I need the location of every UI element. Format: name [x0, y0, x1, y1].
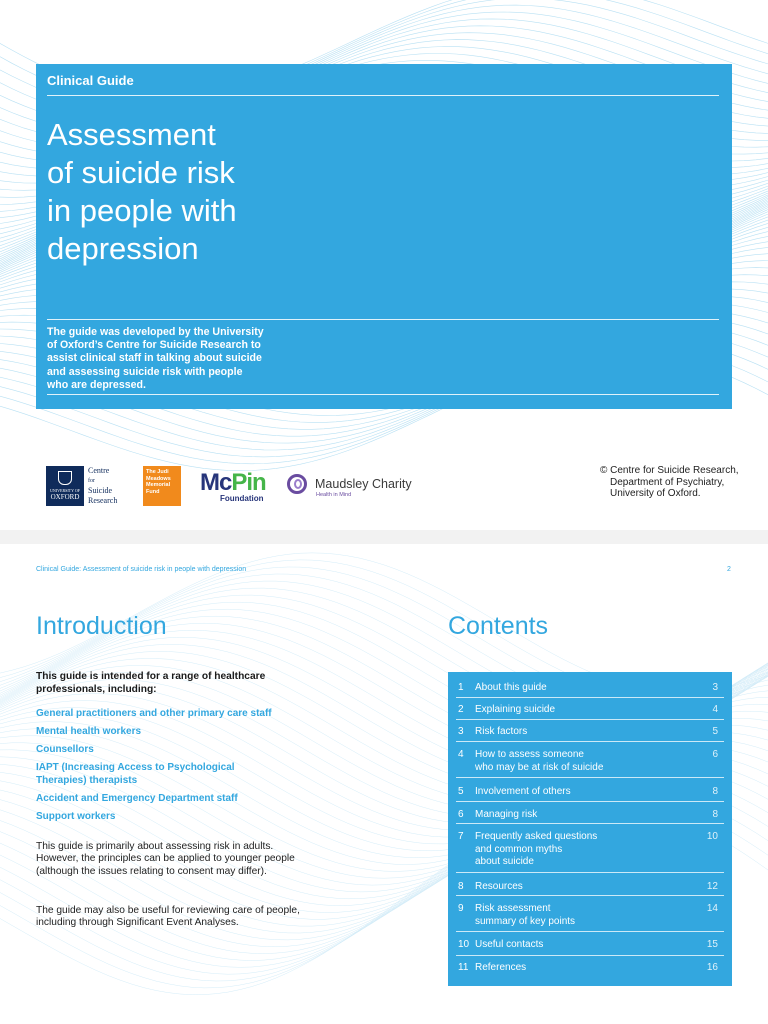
audience-item: Support workers — [36, 811, 116, 823]
copyright-notice — [600, 465, 739, 500]
contents-item-label — [475, 962, 685, 975]
contents-item-label-line: References — [475, 962, 527, 973]
cover-subtitle-line: of Oxford’s Centre for Suicide Research to — [47, 339, 261, 352]
contents-item-page: 4 — [712, 704, 718, 715]
contents-item-label-line: Involvement of others — [475, 786, 571, 797]
csr-name-line: Centre — [88, 466, 110, 475]
contents-divider — [456, 823, 724, 824]
csr-name-line: Suicide — [88, 486, 112, 495]
contents-item-label-line: Explaining suicide — [475, 704, 556, 715]
contents-divider — [456, 777, 724, 778]
mcpin-pin: Pin — [231, 469, 266, 496]
contents-item-page: 12 — [706, 881, 718, 892]
judi-logo-line: The Judi — [146, 469, 169, 475]
oxford-crest-text: UNIVERSITY OF — [50, 488, 80, 493]
cover-label: Clinical Guide — [47, 73, 134, 88]
contents-item-label-line: Risk assessment — [475, 903, 551, 914]
contents-item-label — [475, 726, 685, 739]
page-gap — [0, 530, 768, 544]
contents-item-page: 5 — [712, 726, 718, 737]
mcpin-foundation-logo — [200, 469, 268, 506]
contents-item-number: 11 — [458, 962, 469, 973]
cover-rule-top — [47, 95, 719, 96]
audience-item: General practitioners and other primary care staff — [36, 708, 272, 719]
contents-item-number: 8 — [458, 881, 464, 892]
cover-title-line: depression — [47, 231, 199, 266]
contents-item-page: 14 — [706, 903, 718, 914]
page-number: 2 — [727, 566, 731, 573]
contents-item-number: 6 — [458, 809, 464, 820]
intro-paragraph: This guide is primarily about assessing risk in adults. However, the principles can be applied to younger people (although the issues relating to consent may differ). — [36, 841, 295, 877]
contents-item-label-line: About this guide — [475, 682, 547, 693]
contents-item-page: 10 — [706, 831, 718, 842]
contents-item-number: 9 — [458, 903, 464, 914]
running-head: Clinical Guide: Assessment of suicide risk in people with depression — [36, 566, 247, 573]
contents-item-label-line: Resources — [475, 881, 523, 892]
contents-item-label-line: Risk factors — [475, 726, 528, 737]
contents-heading: Contents — [448, 612, 549, 640]
cover-subtitle-line: The guide was developed by the University — [47, 326, 264, 338]
contents-item-number: 7 — [458, 831, 464, 842]
contents-item-page: 6 — [712, 749, 718, 760]
contents-item-label — [475, 682, 685, 695]
judi-logo-line: Fund — [146, 488, 160, 495]
contents-item-number: 4 — [458, 749, 464, 760]
contents-divider — [456, 872, 724, 873]
contents-divider — [456, 895, 724, 896]
cover-subtitle-line: and assessing suicide risk with people — [47, 365, 243, 378]
audience-item: Mental health workers — [36, 726, 142, 738]
judi-logo-line: Memorial — [146, 482, 171, 488]
cover-title-line: in people with — [47, 193, 237, 228]
copyright-line: University of Oxford. — [610, 488, 701, 500]
judi-logo-line: Meadows — [146, 475, 171, 482]
cover-banner — [36, 64, 732, 409]
contents-divider — [456, 931, 724, 932]
contents-item-label — [475, 903, 685, 928]
contents-item-page: 8 — [712, 786, 718, 797]
cover-rule-bottom — [47, 394, 719, 395]
contents-item-page: 3 — [712, 682, 718, 693]
maudsley-ring-icon — [287, 474, 307, 494]
cover-title-line: Assessment — [47, 117, 216, 152]
contents-item-label-line: Useful contacts — [475, 939, 544, 950]
contents-item-label-line: summary of key points — [475, 915, 576, 927]
cover-subtitle-line: assist clinical staff in talking about suicide — [47, 352, 262, 365]
contents-item-label-line: How to assess someone — [475, 749, 584, 760]
contents-item-page: 16 — [706, 962, 718, 973]
contents-item-page: 8 — [712, 809, 718, 820]
contents-item-number: 1 — [458, 682, 464, 693]
csr-name-line: Research — [88, 496, 118, 505]
intro-paragraph: The guide may also be useful for reviewing care of people, including through Significant Event Analyses. — [36, 905, 300, 929]
contents-item-label-line: about suicide — [475, 856, 534, 868]
mcpin-subtitle: Foundation — [220, 494, 264, 503]
contents-divider — [456, 801, 724, 802]
contents-item-label — [475, 704, 685, 717]
cover-title — [47, 116, 237, 268]
contents-item-label-line: Managing risk — [475, 809, 538, 820]
audience-list — [36, 708, 286, 829]
cover-subtitle-line: who are depressed. — [47, 378, 146, 391]
audience-item: IAPT (Increasing Access to Psychological Therapies) therapists — [36, 762, 235, 786]
oxford-crest-word: OXFORD — [50, 493, 80, 501]
judi-meadows-fund-logo — [143, 466, 181, 506]
maudsley-charity-logo — [287, 474, 427, 502]
contents-item-label — [475, 786, 685, 799]
contents-item-number: 2 — [458, 704, 464, 715]
contents-item-label — [475, 939, 685, 952]
introduction-heading: Introduction — [36, 612, 167, 640]
cover-rule-middle — [47, 319, 719, 320]
csr-name-line: for — [88, 478, 95, 484]
contents-item-label — [475, 881, 685, 894]
audience-item: Counsellors — [36, 744, 94, 756]
contents-item-number: 10 — [458, 939, 470, 950]
contents-item-number: 3 — [458, 726, 464, 737]
contents-item-label-line: who may be at risk of suicide — [475, 761, 604, 773]
contents-divider — [456, 955, 724, 956]
intro-lead: This guide is intended for a range of healthcare professionals, including: — [36, 671, 266, 695]
contents-item-page: 15 — [706, 939, 718, 950]
copyright-line: Department of Psychiatry, — [610, 476, 725, 488]
contents-divider — [456, 697, 724, 698]
contents-item-label-line: Frequently asked questions — [475, 831, 598, 842]
contents-item-label — [475, 831, 685, 869]
introduction-page — [0, 544, 768, 1024]
cover-title-line: of suicide risk — [47, 155, 235, 190]
csr-name — [88, 466, 117, 506]
contents-item-label-line: and common myths — [475, 843, 563, 855]
contents-divider — [456, 719, 724, 720]
mcpin-wordmark — [200, 469, 268, 496]
contents-item-label — [475, 749, 685, 774]
oxford-csr-logo — [46, 466, 142, 506]
audience-item: Accident and Emergency Department staff — [36, 792, 238, 804]
cover-subtitle — [47, 326, 347, 392]
mcpin-mc: Mc — [200, 469, 232, 496]
copyright-line: © Centre for Suicide Research, — [600, 465, 739, 476]
oxford-crest-icon — [46, 466, 84, 506]
contents-divider — [456, 741, 724, 742]
maudsley-name: Maudsley Charity — [315, 477, 412, 491]
contents-box — [448, 672, 732, 986]
contents-item-number: 5 — [458, 786, 464, 797]
contents-item-label — [475, 809, 685, 822]
maudsley-tagline: Health in Mind — [316, 492, 352, 498]
